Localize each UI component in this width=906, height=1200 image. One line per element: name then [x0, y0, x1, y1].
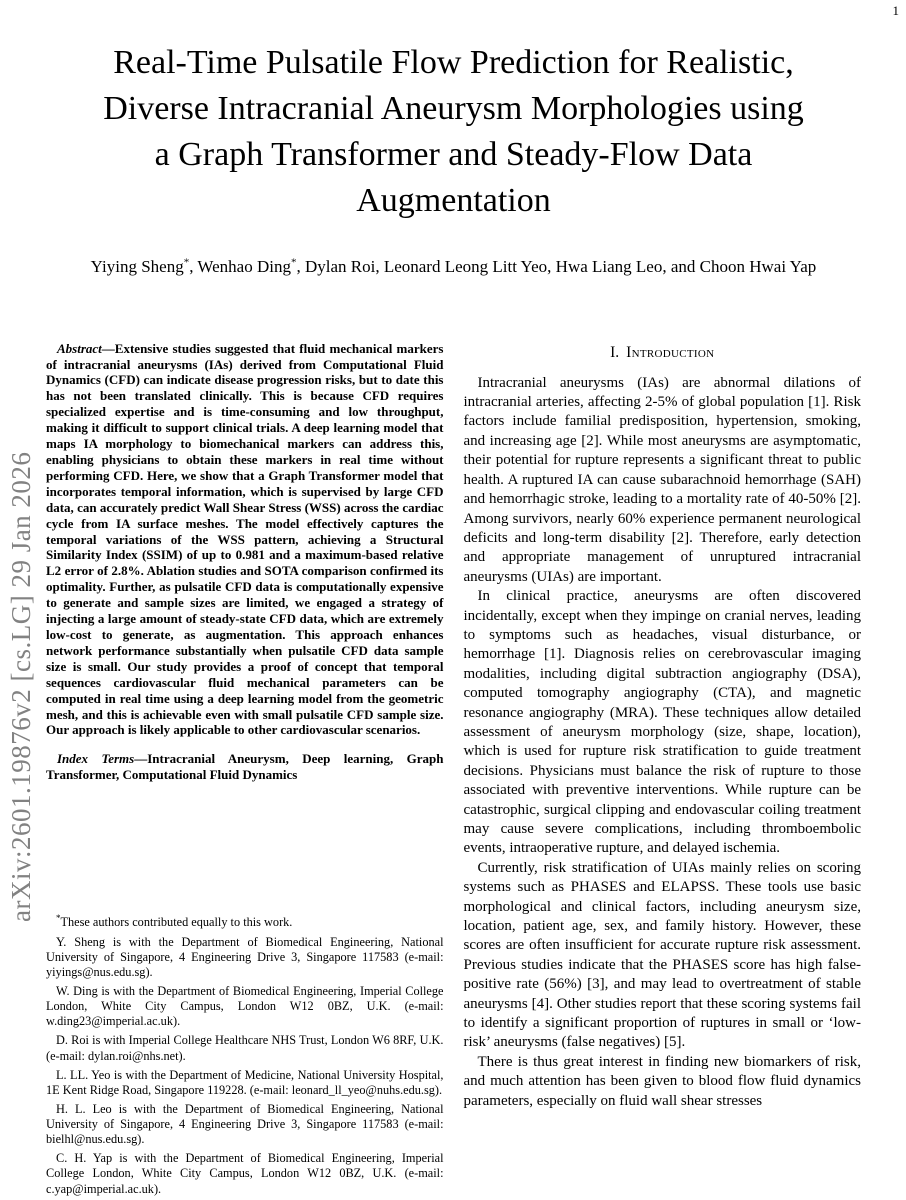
title-line: Diverse Intracranial Aneurysm Morphologies using — [103, 90, 804, 127]
author-footnotes — [46, 911, 444, 1200]
title-line: Real-Time Pulsatile Flow Prediction for Realistic, — [113, 44, 794, 81]
intro-paragraph: Currently, risk stratification of UIAs mainly relies on scoring systems such as PHASES and ELAPSS. These tools use basic morphological and clinical factors, including aneurysm size, location, patient age, sex, and family history. However, these scores are often insufficient for accurate rupture risk assessment. Previous studies indicate that the PHASES score has high false-positive rate (56%) [3], and may lead to overtreatment of stable aneurysms [4]. Other studies report that these scoring systems fail to identify a significant proportion of ruptures in small or ‘low-risk’ aneurysms (false negatives) [5]. — [463, 859, 861, 1051]
intro-paragraph: There is thus great interest in finding new biomarkers of risk, and much attention has been given to blood flow fluid dynamics parameters, especially on fluid wall shear stresses — [463, 1053, 861, 1109]
author-name: Yiying Sheng*, — [90, 256, 198, 276]
page-number: 1 — [892, 3, 899, 18]
section-heading-introduction — [464, 344, 862, 362]
paper-title — [46, 0, 861, 224]
footnote: *These authors contributed equally to this work. — [56, 913, 293, 930]
section-number: I. — [610, 343, 620, 361]
abstract-dash: — — [101, 340, 115, 356]
title-line: a Graph Transformer and Steady-Flow Data — [154, 136, 753, 173]
footnote: L. LL. Yeo is with the Department of Medicine, National University Hospital, 1E Kent Ridge Road, Singapore 119228. (e-mail: leonard_ll_yeo@nuhs.edu.sg). — [46, 1067, 444, 1097]
abstract-label: Abstract — [57, 340, 102, 356]
index-terms-dash: — — [134, 751, 148, 767]
right-column — [464, 341, 862, 1200]
abstract — [46, 341, 444, 739]
section-title: Introduction — [626, 343, 715, 361]
left-column — [46, 341, 444, 1200]
index-terms-label: Index Terms — [57, 751, 135, 767]
index-terms — [46, 751, 444, 783]
author-name: Leonard Leong Litt Yeo, — [383, 256, 556, 276]
equal-contribution-marker: * — [183, 256, 190, 268]
author-name: Choon Hwai Yap — [699, 256, 817, 276]
two-column-body — [46, 341, 861, 1200]
authors-line — [46, 252, 861, 277]
abstract-text: Extensive studies suggested that fluid mechanical markers of intracranial aneurysms (IAs) derived from Computational Fluid Dynamics (CFD) can indicate disease progression risks, but to date this has not been translated clinically. This is because CFD requires specialized expertise and is time-consuming and low throughput, making it difficult to support clinical trials. A deep learning model that maps IA morphology to biomechanical markers can address this, enabling physicians to obtain these markers in real time without performing CFD. Here, we show that a Graph Transformer model that incorporates temporal information, which is supervised by large CFD data, can accurately predict Wall Shear Stress (WSS) across the cardiac cycle from IA surface meshes. The model effectively captures the temporal variations of the WSS pattern, achieving a Structural Similarity Index (SSIM) of up to 0.981 and a maximum-based relative L2 error of 2.8%. Ablation studies and SOTA comparison confirmed its optimality. Further, as pulsatile CFD data is computationally expensive to generate and sample sizes are limited, we engaged a strategy of injecting a large amount of steady-state CFD data, which are extremely low-cost to generate, as augmentation. This approach enhances network performance substantially when pulsatile CFD data sample size is small. Our study provides a proof of concept that temporal sequences cardiovascular fluid mechanical parameters can be computed in real time using a deep learning model from the geometric mesh, and this is achievable even with small pulsatile CFD sample size. Our approach is likely applicable to other cardiovascular scenarios. — [46, 340, 444, 738]
title-line: Augmentation — [356, 182, 551, 219]
arxiv-watermark: arXiv:2601.19876v2 [cs.LG] 29 Jan 2026 — [6, 451, 36, 922]
footnote-marker: * — [56, 913, 61, 924]
footnote: D. Roi is with Imperial College Healthcare NHS Trust, London W6 8RF, U.K. (e-mail: dylan.roi@nhs.net). — [46, 1033, 444, 1063]
intro-paragraph: Intracranial aneurysms (IAs) are abnormal dilations of intracranial arteries, affecting 2-5% of global population [1]. Risk factors include familial predisposition, hypertension, smoking, and increasing age [2]. While most aneurysms are asymptomatic, their potential for rupture represents a significant threat to public health. A ruptured IA can cause subarachnoid hemorrhage (SAH) and hemorrhagic stroke, leading to a mortality rate of 40-50% [2]. Among survivors, nearly 60% experience permanent neurological deficits and long-term disability [2]. Therefore, early detection and appropriate management of unruptured intracranial aneurysms (UIAs) are important. — [463, 374, 861, 585]
author-name: Wenhao Ding*, — [197, 256, 305, 276]
author-name: Dylan Roi, — [304, 256, 384, 276]
intro-paragraph: In clinical practice, aneurysms are often discovered incidentally, except when they impinge on cranial nerves, leading to symptoms such as headaches, visual disturbance, or hemorrhage [1]. Diagnosis relies on cerebrovascular imaging modalities, including digital subtraction angiography (DSA), computed tomography angiography (CTA), and magnetic resonance angiography (MRA). These techniques allow detailed assessment of aneurysm morphology (size, shape, location), which is used for rupture risk stratification to guide treatment decisions. Physicians must balance the risk of rupture to those associated with preventive interventions. While rupture can be catastrophic, surgical clipping and endovascular coiling treatment may cause severe complications, including thromboembolic events, intraoperative rupture, and delayed ischemia. — [463, 588, 861, 857]
footnote: C. H. Yap is with the Department of Biomedical Engineering, Imperial College London, White City Campus, London W12 0BZ, U.K. (e-mail: c.yap@imperial.ac.uk). — [46, 1151, 444, 1196]
footnote: H. L. Leo is with the Department of Biomedical Engineering, National University of Singapore, 4 Engineering Drive 3, Singapore 117583 (e-mail: bielhl@nus.edu.sg). — [46, 1102, 444, 1147]
equal-contribution-marker: * — [290, 256, 297, 268]
index-terms-text: Intracranial Aneurysm, Deep learning, Graph Transformer, Computational Fluid Dynamics — [46, 751, 444, 783]
footnote: W. Ding is with the Department of Biomedical Engineering, Imperial College London, White City Campus, London W12 0BZ, U.K. (e-mail: w.ding23@imperial.ac.uk). — [46, 984, 444, 1029]
footnote: Y. Sheng is with the Department of Biomedical Engineering, National University of Singapore, 4 Engineering Drive 3, Singapore 117583 (e-mail: yiyings@nus.edu.sg). — [46, 934, 444, 979]
author-name: Hwa Liang Leo, and — [555, 256, 700, 276]
